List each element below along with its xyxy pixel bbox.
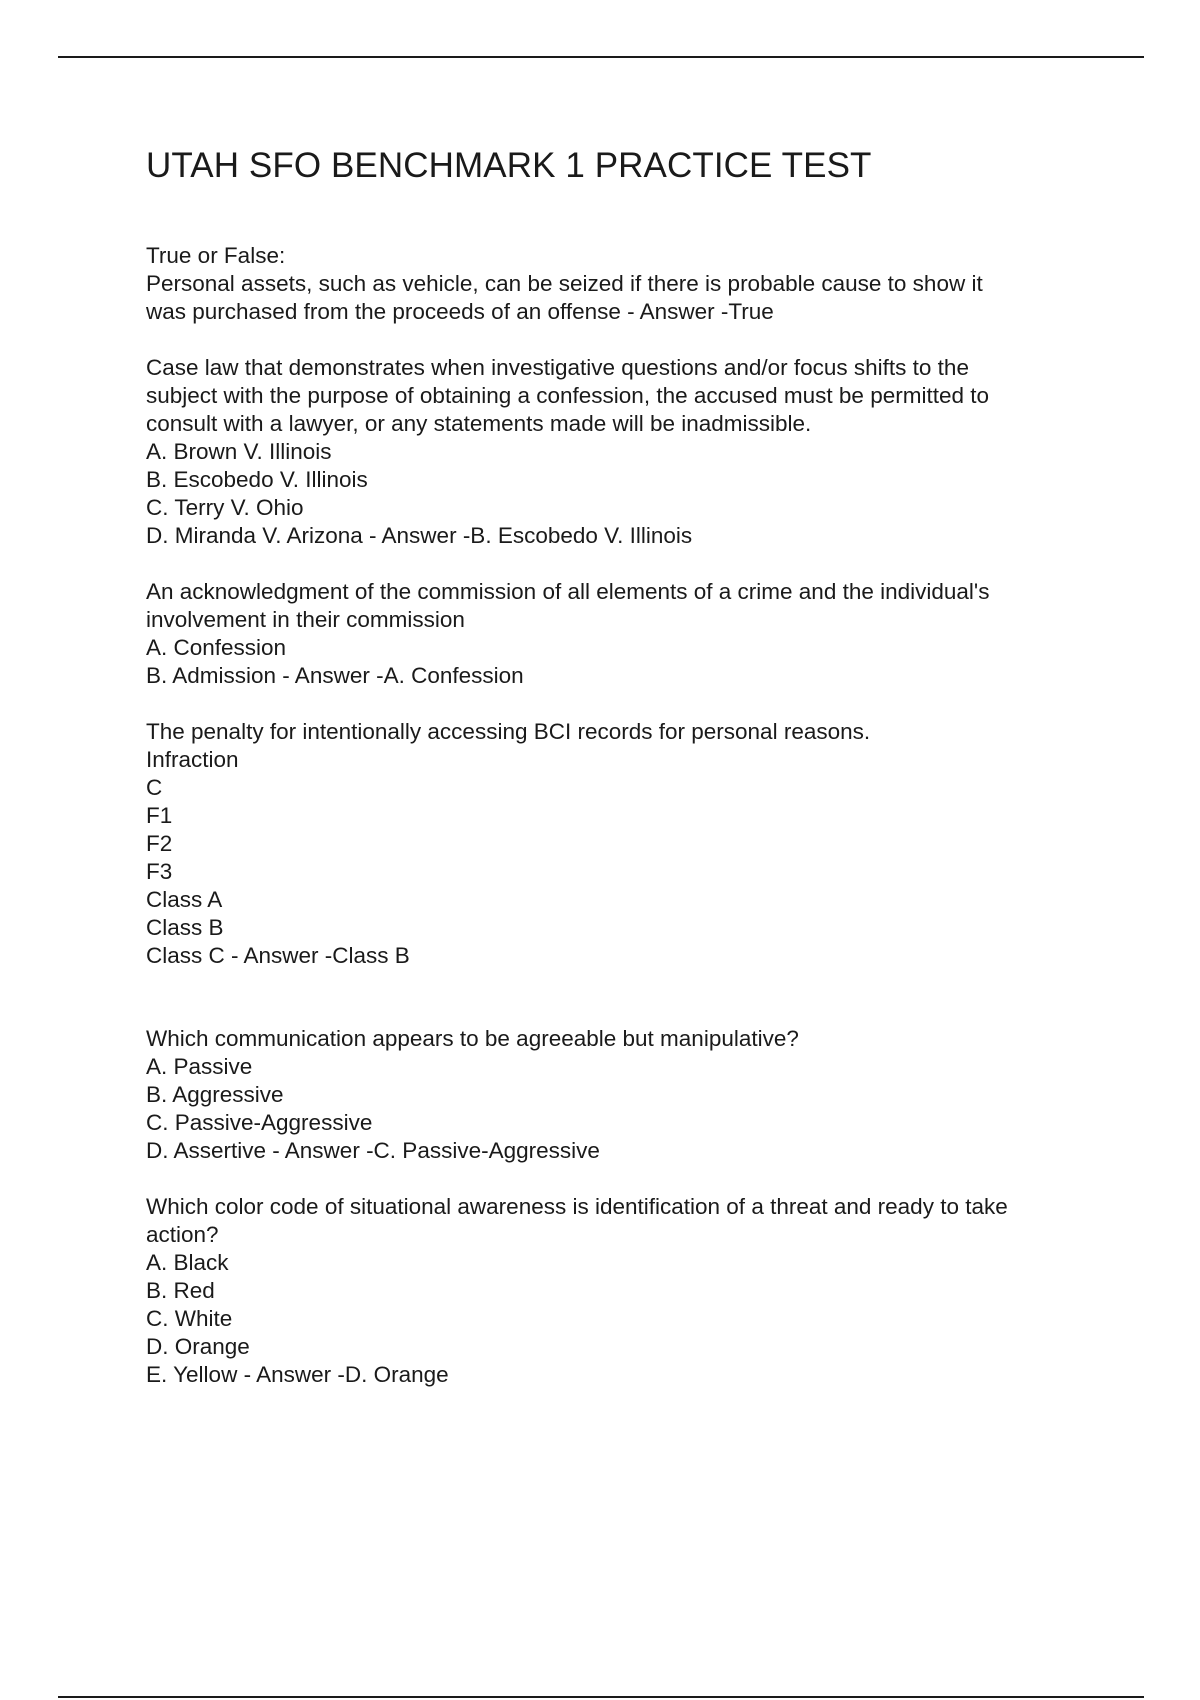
question-line: B. Aggressive [146,1082,284,1107]
question-line: Class C - Answer -Class B [146,943,410,968]
spacer [146,550,1086,578]
question-line: A. Confession [146,635,287,660]
question-line: involvement in their commission [146,607,465,632]
question-line: C. Terry V. Ohio [146,495,304,520]
question-line: True or False: [146,243,286,268]
question-line: A. Passive [146,1054,253,1079]
page-title: UTAH SFO BENCHMARK 1 PRACTICE TEST [146,146,872,185]
question-line: C. White [146,1306,233,1331]
question-line: was purchased from the proceeds of an offense - Answer -True [146,299,774,324]
question-line: D. Orange [146,1334,250,1359]
question-line: A. Brown V. Illinois [146,439,332,464]
question-line: An acknowledgment of the commission of all elements of a crime and the individual's [146,579,990,604]
question-line: Which communication appears to be agreeable but manipulative? [146,1026,799,1051]
question-line: B. Admission - Answer -A. Confession [146,663,524,688]
question-1 [146,242,1086,326]
footer-rule [58,1696,1144,1698]
question-2 [146,354,1086,550]
question-line: Class B [146,915,224,940]
question-line: D. Miranda V. Arizona - Answer -B. Escobedo V. Illinois [146,523,693,548]
question-line: Case law that demonstrates when investigative questions and/or focus shifts to the [146,355,969,380]
question-line: action? [146,1222,219,1247]
header-rule [58,56,1144,58]
question-line: A. Black [146,1250,229,1275]
question-3 [146,578,1086,690]
spacer [146,970,1086,1025]
spacer [146,1165,1086,1193]
question-line: D. Assertive - Answer -C. Passive-Aggressive [146,1138,600,1163]
question-line: F1 [146,803,173,828]
question-line: subject with the purpose of obtaining a confession, the accused must be permitted to [146,383,990,408]
question-list [146,242,1086,1389]
question-6 [146,1193,1086,1389]
question-line: C. Passive-Aggressive [146,1110,373,1135]
question-line: F2 [146,831,173,856]
question-5 [146,1025,1086,1165]
spacer [146,326,1086,354]
spacer [146,690,1086,718]
question-line: B. Escobedo V. Illinois [146,467,368,492]
question-4 [146,718,1086,970]
question-line: C [146,775,163,800]
question-line: B. Red [146,1278,215,1303]
question-line: F3 [146,859,173,884]
question-line: The penalty for intentionally accessing BCI records for personal reasons. [146,719,871,744]
question-line: Class A [146,887,223,912]
question-line: consult with a lawyer, or any statements made will be inadmissible. [146,411,812,436]
question-line: Personal assets, such as vehicle, can be seized if there is probable cause to show it [146,271,983,296]
question-line: Infraction [146,747,239,772]
question-line: E. Yellow - Answer -D. Orange [146,1362,449,1387]
question-line: Which color code of situational awareness is identification of a threat and ready to take [146,1194,1008,1219]
